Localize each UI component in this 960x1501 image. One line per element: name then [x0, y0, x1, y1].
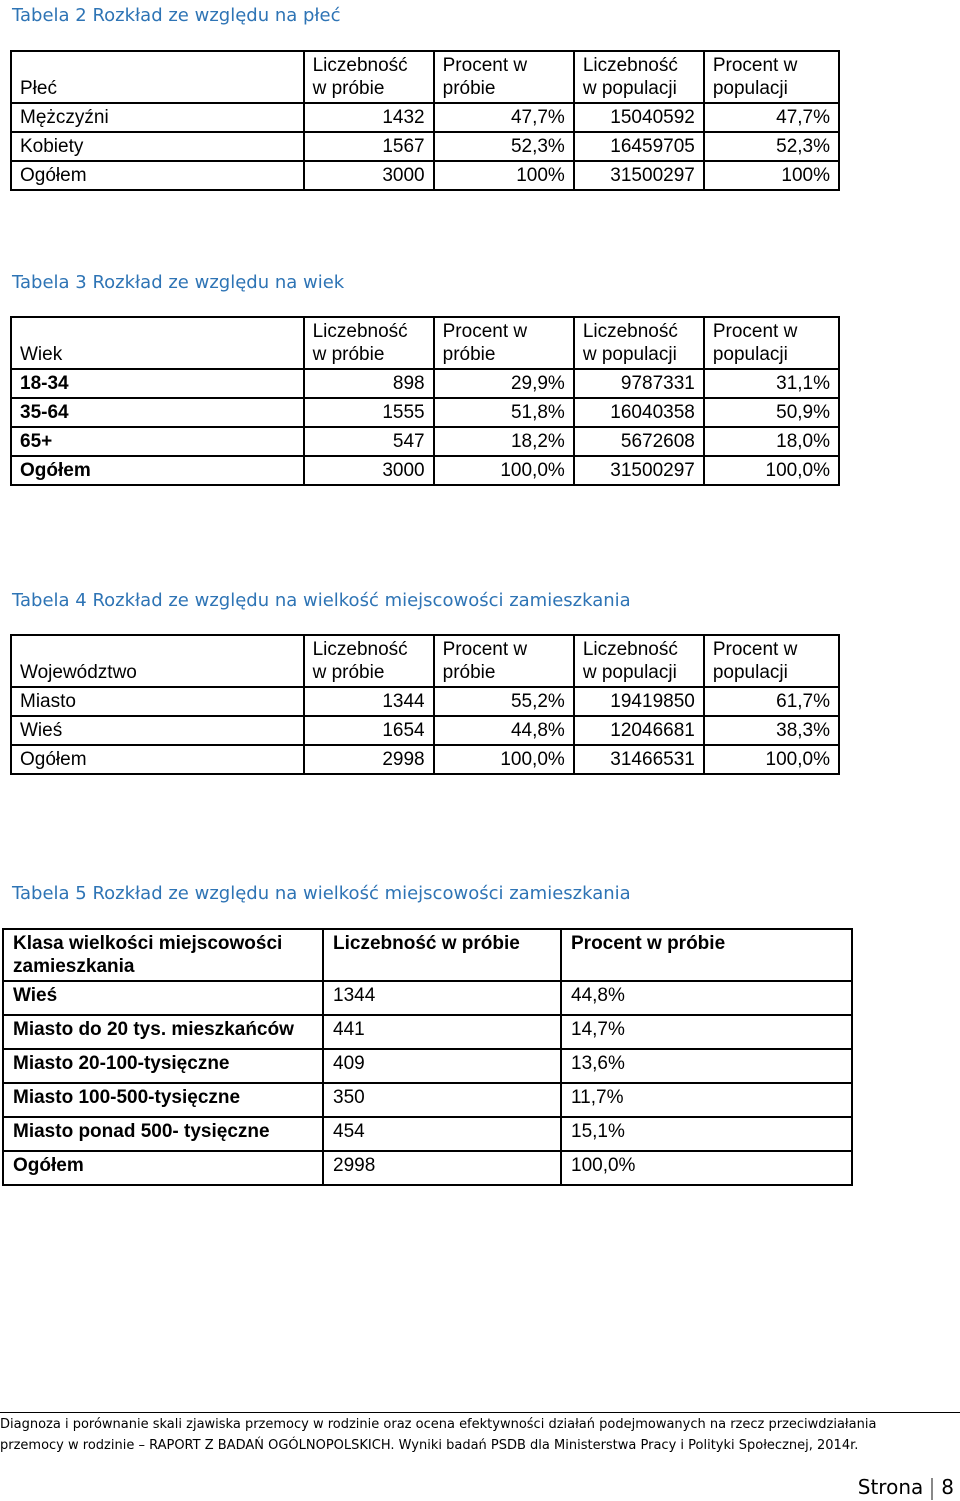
- cell: 100,0%: [704, 745, 839, 774]
- table2-header-cell: Liczebność w próbie: [304, 51, 434, 103]
- table3-header-cell: Wiek: [11, 317, 304, 369]
- cell: 409: [323, 1049, 561, 1083]
- cell: 52,3%: [704, 132, 839, 161]
- row-label: Ogółem: [11, 456, 304, 485]
- cell: 31500297: [574, 456, 704, 485]
- row-label: 35-64: [11, 398, 304, 427]
- cell: 1432: [304, 103, 434, 132]
- cell: 31500297: [574, 161, 704, 190]
- table2-header-cell: Liczebność w populacji: [574, 51, 704, 103]
- cell: 1654: [304, 716, 434, 745]
- cell: 1344: [323, 981, 561, 1015]
- cell: 47,7%: [434, 103, 574, 132]
- page-number: [858, 1475, 954, 1500]
- cell: 100,0%: [704, 456, 839, 485]
- table-row: [11, 132, 839, 161]
- row-label: Ogółem: [11, 745, 304, 774]
- page-label: Strona: [857, 1475, 924, 1499]
- table-row: [3, 1049, 852, 1083]
- table4: [10, 634, 840, 775]
- row-label: 65+: [11, 427, 304, 456]
- row-label: 18-34: [11, 369, 304, 398]
- cell: 47,7%: [704, 103, 839, 132]
- table-row: [11, 103, 839, 132]
- table3-header-cell: Liczebność w próbie: [304, 317, 434, 369]
- page-number-value: 8: [941, 1475, 954, 1499]
- table-row: [3, 1117, 852, 1151]
- table5: [2, 928, 853, 1186]
- table4-header-cell: Województwo: [11, 635, 304, 687]
- table4-header-row: [11, 635, 839, 687]
- cell: 52,3%: [434, 132, 574, 161]
- table-row: [11, 745, 839, 774]
- cell: 12046681: [574, 716, 704, 745]
- cell: 31,1%: [704, 369, 839, 398]
- row-label: Miasto ponad 500- tysięczne: [3, 1117, 323, 1151]
- cell: 9787331: [574, 369, 704, 398]
- cell: 100,0%: [434, 456, 574, 485]
- cell: 18,2%: [434, 427, 574, 456]
- table5-caption: Tabela 5 Rozkład ze względu na wielkość miejscowości zamieszkania: [12, 883, 631, 904]
- cell: 441: [323, 1015, 561, 1049]
- table2-caption: Tabela 2 Rozkład ze względu na płeć: [12, 5, 341, 26]
- cell: 44,8%: [561, 981, 852, 1015]
- table2-header-cell: Płeć: [11, 51, 304, 103]
- table3-header-cell: Procent w populacji: [704, 317, 839, 369]
- table5-header-cell: Liczebność w próbie: [323, 929, 561, 981]
- row-label: Wieś: [11, 716, 304, 745]
- footer-line: Diagnoza i porównanie skali zjawiska przemocy w rodzinie oraz ocena efektywności działań podejmowanych na rzecz przeciwdziałania: [0, 1417, 877, 1432]
- table4-header-cell: Procent w populacji: [704, 635, 839, 687]
- table5-header-cell: Procent w próbie: [561, 929, 852, 981]
- cell: 100,0%: [434, 745, 574, 774]
- table5-header-row: [3, 929, 852, 981]
- page-separator: [931, 1478, 933, 1500]
- row-label: Wieś: [3, 981, 323, 1015]
- cell: 15040592: [574, 103, 704, 132]
- cell: 898: [304, 369, 434, 398]
- cell: 100%: [704, 161, 839, 190]
- table-row: [11, 398, 839, 427]
- table3-header-cell: Liczebność w populacji: [574, 317, 704, 369]
- cell: 100,0%: [561, 1151, 852, 1185]
- footer: [0, 1414, 960, 1456]
- cell: 44,8%: [434, 716, 574, 745]
- cell: 16459705: [574, 132, 704, 161]
- table-row: [3, 981, 852, 1015]
- cell: 1344: [304, 687, 434, 716]
- cell: 5672608: [574, 427, 704, 456]
- cell: 29,9%: [434, 369, 574, 398]
- table3-caption: Tabela 3 Rozkład ze względu na wiek: [12, 272, 345, 293]
- row-label: Miasto do 20 tys. mieszkańców: [3, 1015, 323, 1049]
- table5-header-cell: Klasa wielkości miejscowości zamieszkania: [3, 929, 323, 981]
- footer-line: przemocy w rodzinie – RAPORT Z BADAŃ OGÓLNOPOLSKICH. Wyniki badań PSDB dla Ministerstwa Pracy i Polityki Społecznej, 2014r.: [0, 1438, 859, 1453]
- row-label: Miasto 100-500-tysięczne: [3, 1083, 323, 1117]
- cell: 1567: [304, 132, 434, 161]
- cell: 100%: [434, 161, 574, 190]
- table3-header-cell: Procent w próbie: [434, 317, 574, 369]
- footer-divider: [0, 1412, 960, 1413]
- cell: 51,8%: [434, 398, 574, 427]
- table4-header-cell: Procent w próbie: [434, 635, 574, 687]
- table4-caption: Tabela 4 Rozkład ze względu na wielkość miejscowości zamieszkania: [12, 590, 631, 611]
- table-row: [3, 1015, 852, 1049]
- table-row: [3, 1151, 852, 1185]
- table-row: [3, 1083, 852, 1117]
- table2-header-cell: Procent w populacji: [704, 51, 839, 103]
- cell: 15,1%: [561, 1117, 852, 1151]
- cell: 19419850: [574, 687, 704, 716]
- cell: 55,2%: [434, 687, 574, 716]
- table2-header-cell: Procent w próbie: [434, 51, 574, 103]
- cell: 2998: [304, 745, 434, 774]
- table-row: [11, 687, 839, 716]
- row-label: Kobiety: [11, 132, 304, 161]
- table-row: [11, 456, 839, 485]
- table-row: [11, 427, 839, 456]
- cell: 350: [323, 1083, 561, 1117]
- table2: [10, 50, 840, 191]
- row-label: Ogółem: [3, 1151, 323, 1185]
- row-label: Ogółem: [11, 161, 304, 190]
- cell: 18,0%: [704, 427, 839, 456]
- cell: 1555: [304, 398, 434, 427]
- cell: 31466531: [574, 745, 704, 774]
- table-row: [11, 716, 839, 745]
- cell: 50,9%: [704, 398, 839, 427]
- cell: 38,3%: [704, 716, 839, 745]
- table3-header-row: [11, 317, 839, 369]
- cell: 547: [304, 427, 434, 456]
- row-label: Miasto 20-100-tysięczne: [3, 1049, 323, 1083]
- cell: 61,7%: [704, 687, 839, 716]
- table4-header-cell: Liczebność w próbie: [304, 635, 434, 687]
- table-row: [11, 369, 839, 398]
- cell: 11,7%: [561, 1083, 852, 1117]
- cell: 2998: [323, 1151, 561, 1185]
- cell: 16040358: [574, 398, 704, 427]
- table4-header-cell: Liczebność w populacji: [574, 635, 704, 687]
- cell: 3000: [304, 456, 434, 485]
- row-label: Mężczyźni: [11, 103, 304, 132]
- cell: 13,6%: [561, 1049, 852, 1083]
- cell: 3000: [304, 161, 434, 190]
- table-row: [11, 161, 839, 190]
- table3: [10, 316, 840, 486]
- table2-header-row: [11, 51, 839, 103]
- row-label: Miasto: [11, 687, 304, 716]
- cell: 454: [323, 1117, 561, 1151]
- cell: 14,7%: [561, 1015, 852, 1049]
